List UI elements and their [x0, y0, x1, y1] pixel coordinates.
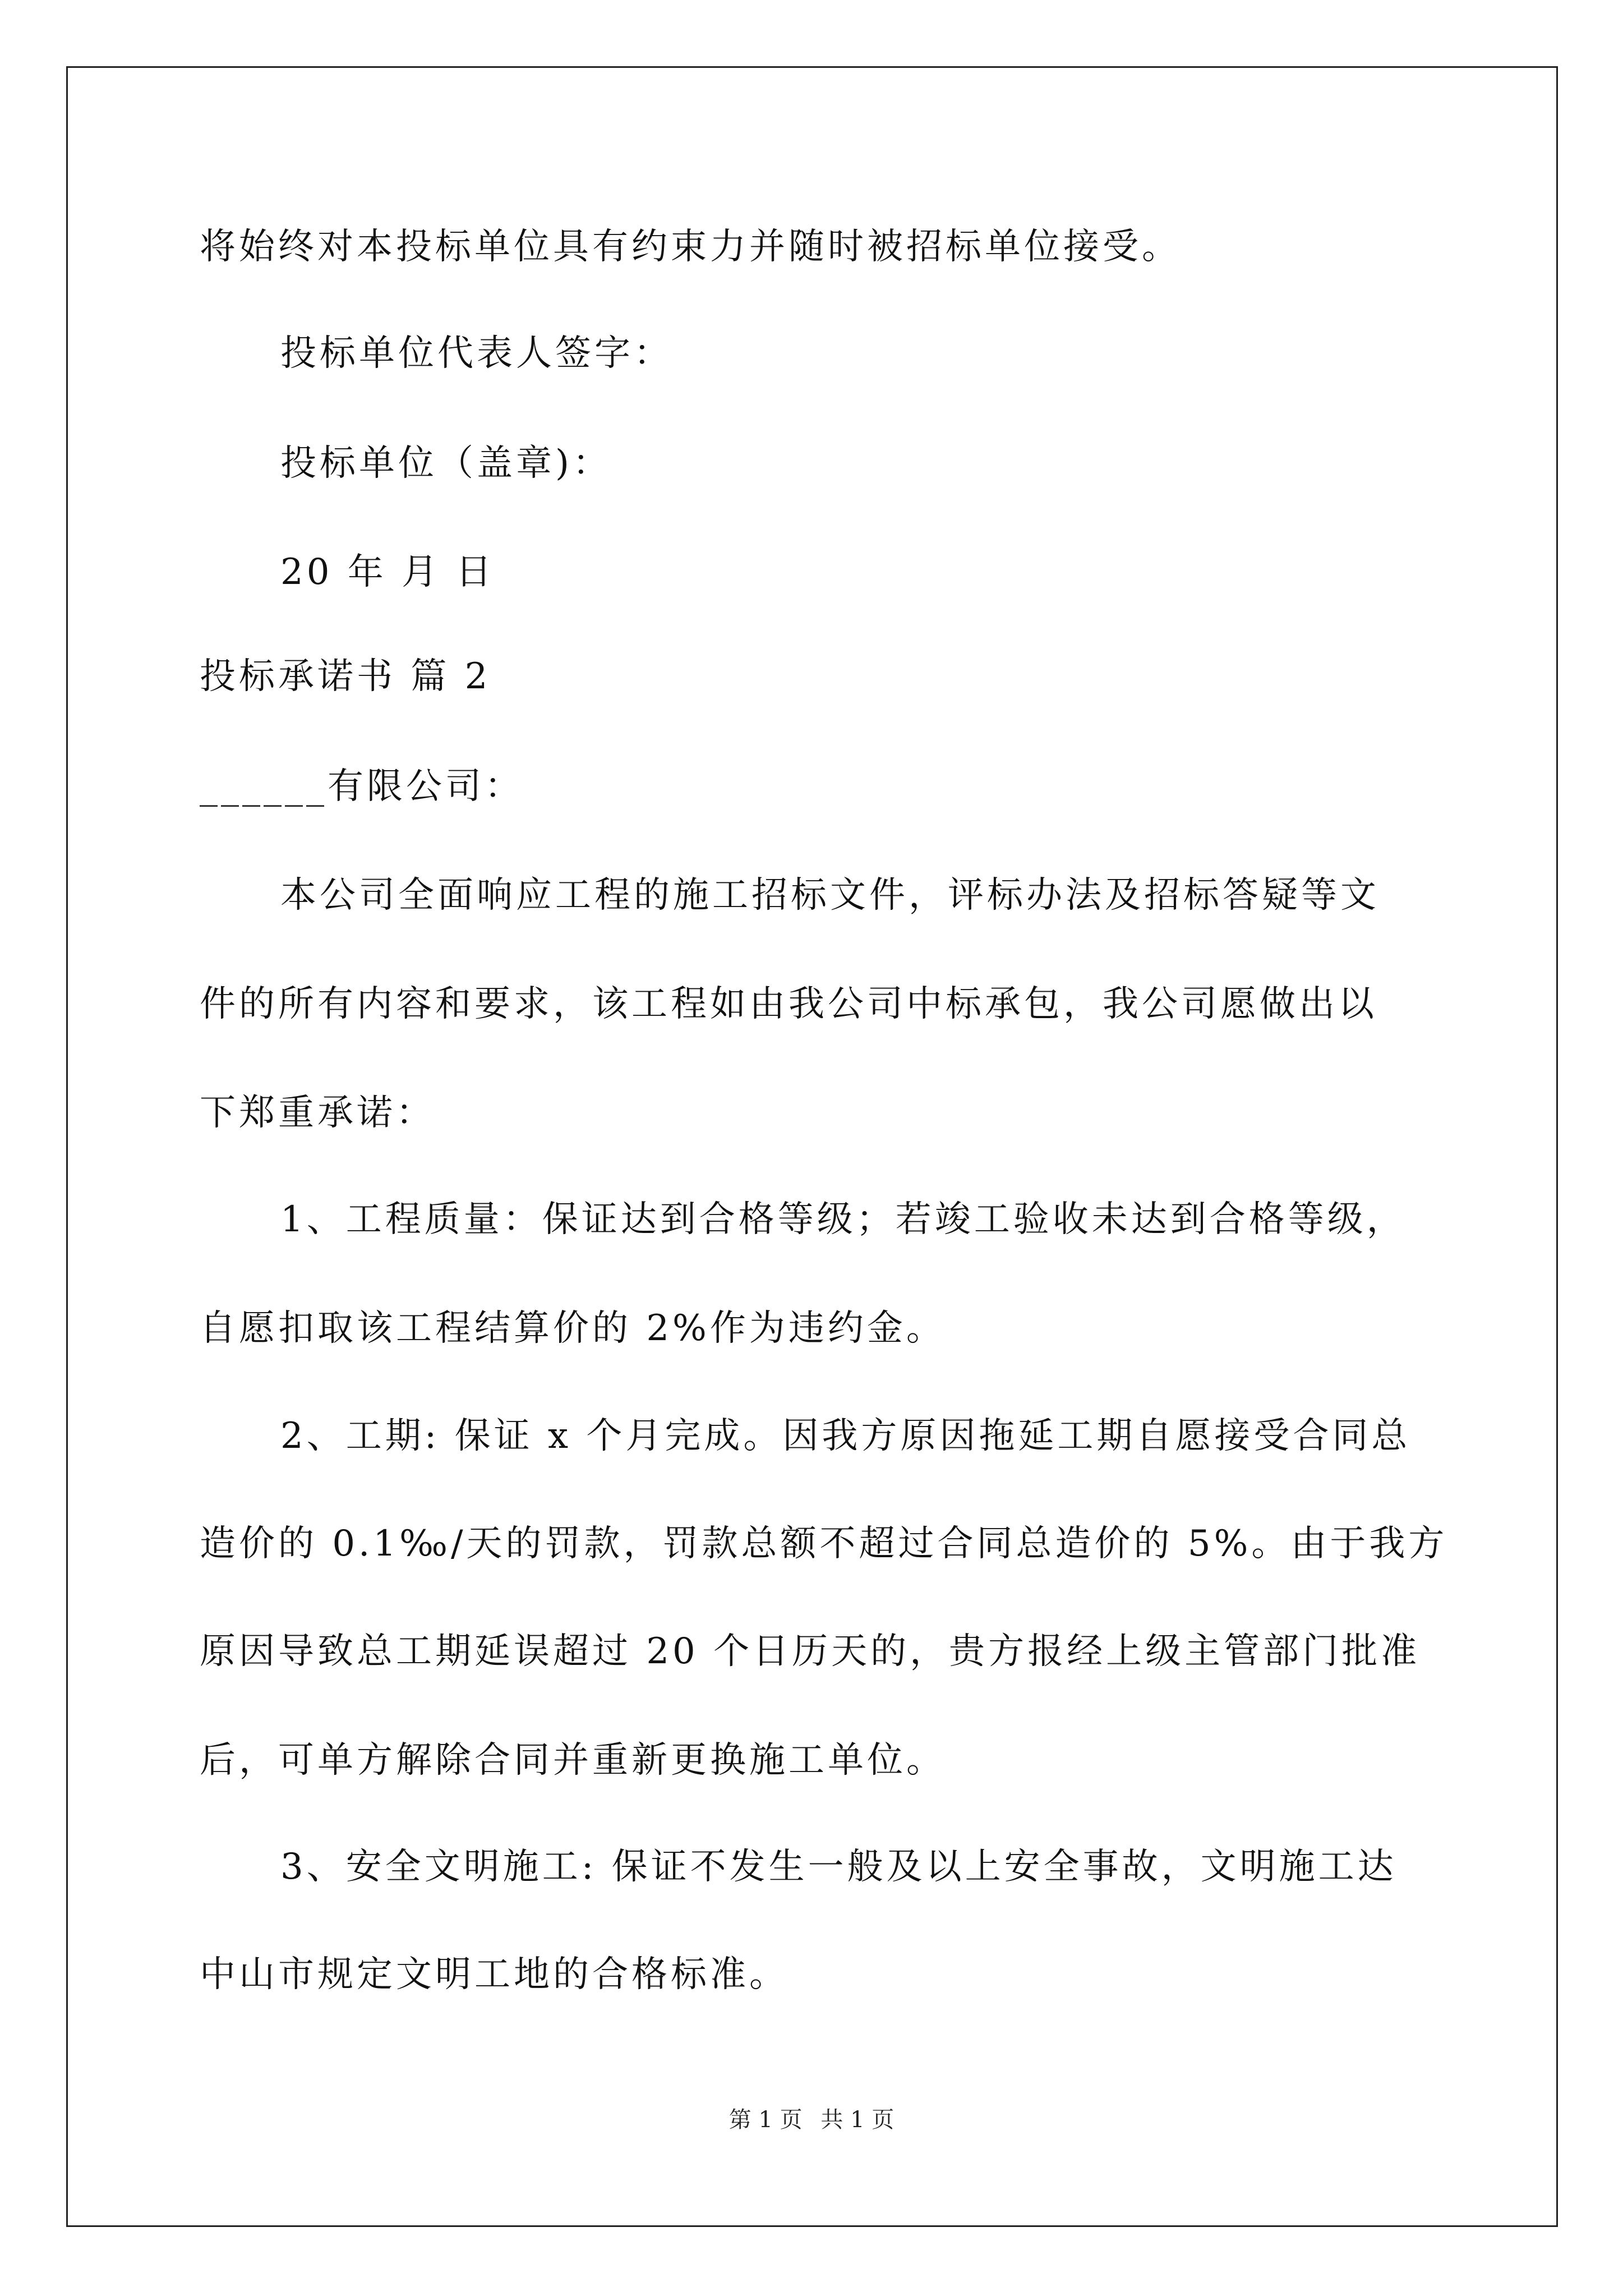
page-total: 共 1 页 — [820, 2107, 895, 2133]
paragraph-line: 将始终对本投标单位具有约束力并随时被招标单位接受。 — [200, 226, 1181, 268]
paragraph-line: 自愿扣取该工程结算价的 2%作为违约金。 — [200, 1308, 946, 1349]
page-number: 第 1 页 — [728, 2107, 803, 2133]
paragraph-line: 下郑重承诺： — [200, 1092, 435, 1134]
page-footer — [0, 2106, 1623, 2134]
paragraph-line: 本公司全面响应工程的施工招标文件，评标办法及招标答疑等文 — [280, 875, 1380, 916]
paragraph-line: 后，可单方解除合同并重新更换施工单位。 — [200, 1740, 946, 1781]
signature-label: 投标单位代表人签字： — [280, 333, 673, 374]
seal-label: 投标单位（盖章)： — [280, 443, 612, 484]
section-heading: 投标承诺书 篇 2 — [200, 656, 491, 697]
paragraph-line: 件的所有内容和要求，该工程如由我公司中标承包，我公司愿做出以 — [200, 983, 1377, 1025]
addressee-line: ______有限公司： — [200, 766, 524, 807]
paragraph-line: 中山市规定文明工地的合格标准。 — [200, 1954, 789, 1995]
commitment-item: 3、安全文明施工: 保证不发生一般及以上安全事故，文明施工达 — [280, 1846, 1397, 1888]
paragraph-line: 造价的 0.1‰/天的罚款，罚款总额不超过合同总造价的 5%。由于我方 — [200, 1523, 1448, 1565]
date-line: 20 年 月 日 — [280, 551, 495, 593]
commitment-item: 1、工程质量：保证达到合格等级；若竣工验收未达到合格等级， — [280, 1199, 1406, 1240]
page-border — [66, 66, 1558, 2227]
paragraph-line: 原因导致总工期延误超过 20 个日历天的，贵方报经上级主管部门批准 — [200, 1631, 1421, 1672]
commitment-item: 2、工期: 保证 x 个月完成。因我方原因拖延工期自愿接受合同总 — [280, 1415, 1411, 1457]
